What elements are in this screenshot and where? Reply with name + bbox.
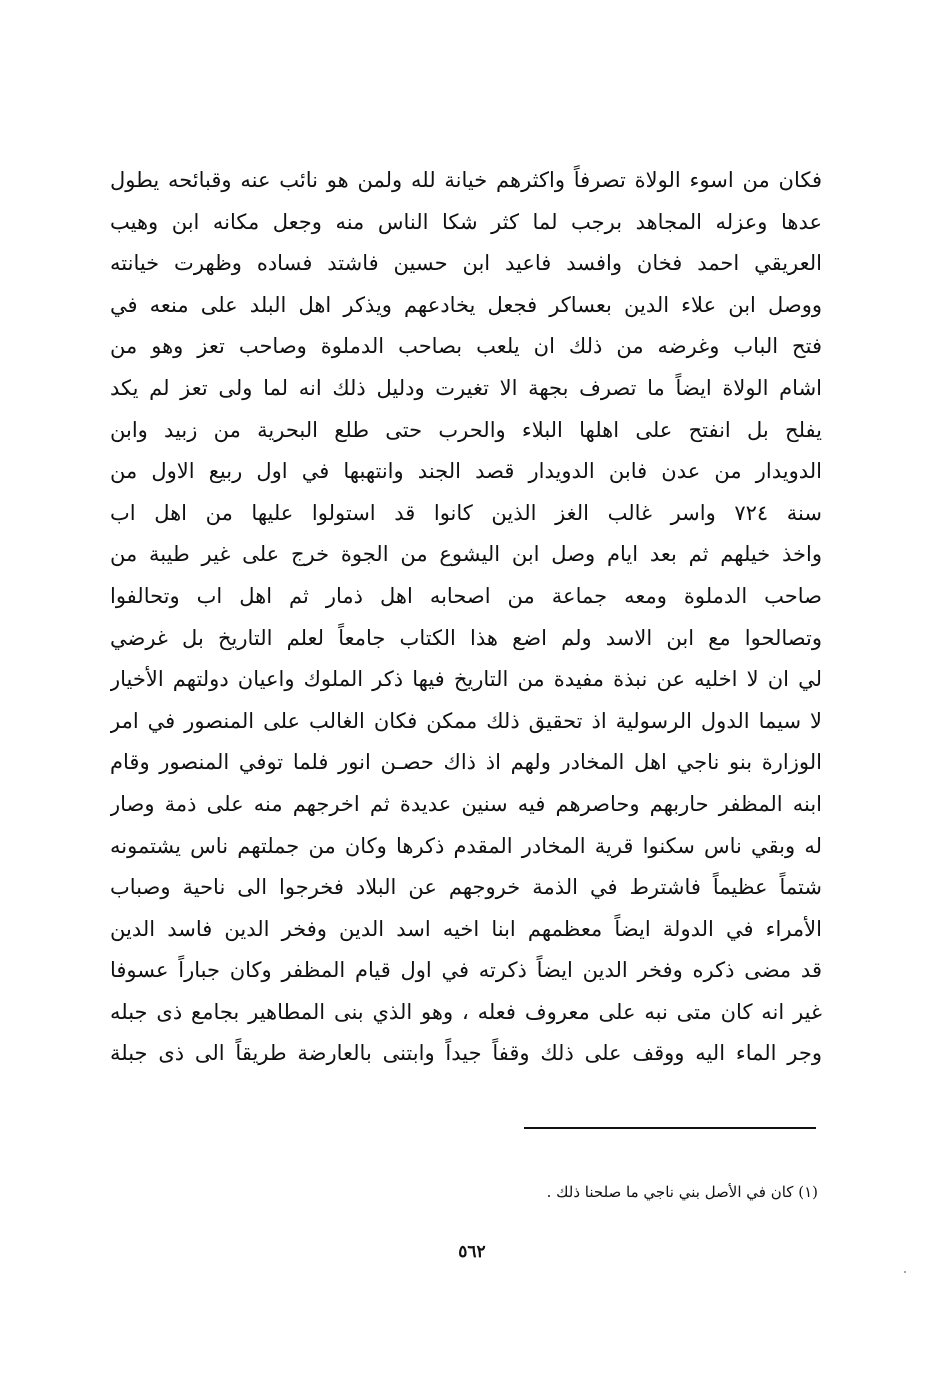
text-line: الأمراء في الدولة ايضاً معظمهم ابنا اخيه اسد الدين وفخر الدين فاسد الدين bbox=[110, 916, 822, 941]
text-line: صاحب الدملوة ومعه جماعة من اصحابه اهل ذمار ثم اهل اب وتحالفوا bbox=[110, 583, 822, 608]
text-line: الوزارة بنو ناجي اهل المخادر ولهم اذ ذاك حصـن انور فلما توفي المنصور وقام bbox=[110, 750, 822, 775]
text-line: العريقي احمد فخان وافسد فاعيد ابن حسين فاشتد فساده وظهرت خيانته bbox=[110, 251, 822, 276]
text-line: الدويدار من عدن فابن الدويدار قصد الجند وانتهبها في اول ربيع الاول من bbox=[110, 459, 822, 484]
text-line: فكان من اسوء الولاة تصرفاً واكثرهم خيانة لله ولمن هو نائب عنه وقبائحه يطول bbox=[110, 168, 822, 192]
text-line: سنة ٧٢٤ واسر غالب الغز الذين كانوا قد استولوا عليها من اهل اب bbox=[110, 500, 822, 525]
main-text-block bbox=[110, 160, 822, 1075]
footnote: (١) كان في الأصل بني ناجي ما صلحنا ذلك . bbox=[546, 1183, 818, 1201]
text-line: ووصل ابن علاء الدين بعساكر فجعل يخادعهم ويذكر اهل البلد على منعه في bbox=[110, 292, 822, 317]
text-line: ابنه المظفر حاربهم وحاصرهم فيه سنين عديدة ثم اخرجهم منه على ذمة وصار bbox=[110, 791, 822, 816]
text-line: وتصالحوا مع ابن الاسد ولم اضع هذا الكتاب جامعاً لعلم التاريخ بل غرضي bbox=[110, 625, 822, 650]
text-line: شتماً عظيماً فاشترط في الذمة خروجهم عن البلاد فخرجوا الى ناحية وصباب bbox=[110, 875, 822, 900]
text-line: لي ان لا اخليه عن نبذة مفيدة من التاريخ فيها ذكر الملوك واعيان دولتهم الأخيار bbox=[110, 667, 822, 692]
text-line: يفلح بل انفتح على اهلها البلاء والحرب حتى طلع البحرية من زبيد وابن bbox=[110, 417, 822, 442]
page-number: ٥٦٢ bbox=[458, 1242, 486, 1262]
text-line: فتح الباب وغرضه من ذلك ان يلعب بصاحب الدملوة وصاحب تعز وهو من bbox=[110, 334, 822, 359]
text-line: لا سيما الدول الرسولية اذ تحقيق ذلك ممكن فكان الغالب على المنصور في امر bbox=[110, 708, 822, 733]
text-line: وجر الماء اليه ووقف على ذلك وقفاً جيداً وابتنى بالعارضة طريقاً الى ذى جبلة bbox=[110, 1041, 822, 1066]
text-line: قد مضى ذكره وفخر الدين ايضاً ذكرته في اول قيام المظفر وكان جباراً عسوفا bbox=[110, 958, 822, 983]
text-line: عدها وعزله المجاهد برجب لما كثر شكا الناس منه وجعل مكانه ابن وهيب bbox=[110, 209, 822, 234]
text-line: واخذ خيلهم ثم بعد ايام وصل ابن اليشوع من الجوة خرج على غير طيبة من bbox=[110, 542, 822, 567]
text-line: له وبقي ناس سكنوا قرية المخادر المقدم ذكرها وكان من جملتهم ناس يشتمونه bbox=[110, 833, 822, 858]
footnote-separator bbox=[524, 1127, 816, 1129]
text-line: غير انه كان متى نبه على معروف فعله ، وهو الذي بنى المطاهير بجامع ذى جبله bbox=[110, 999, 822, 1024]
text-line: اشام الولاة ايضاً ما تصرف بجهة الا تغيرت ودليل ذلك انه لما ولى تعز لم يكد bbox=[110, 375, 822, 400]
scan-speck bbox=[904, 1271, 906, 1273]
